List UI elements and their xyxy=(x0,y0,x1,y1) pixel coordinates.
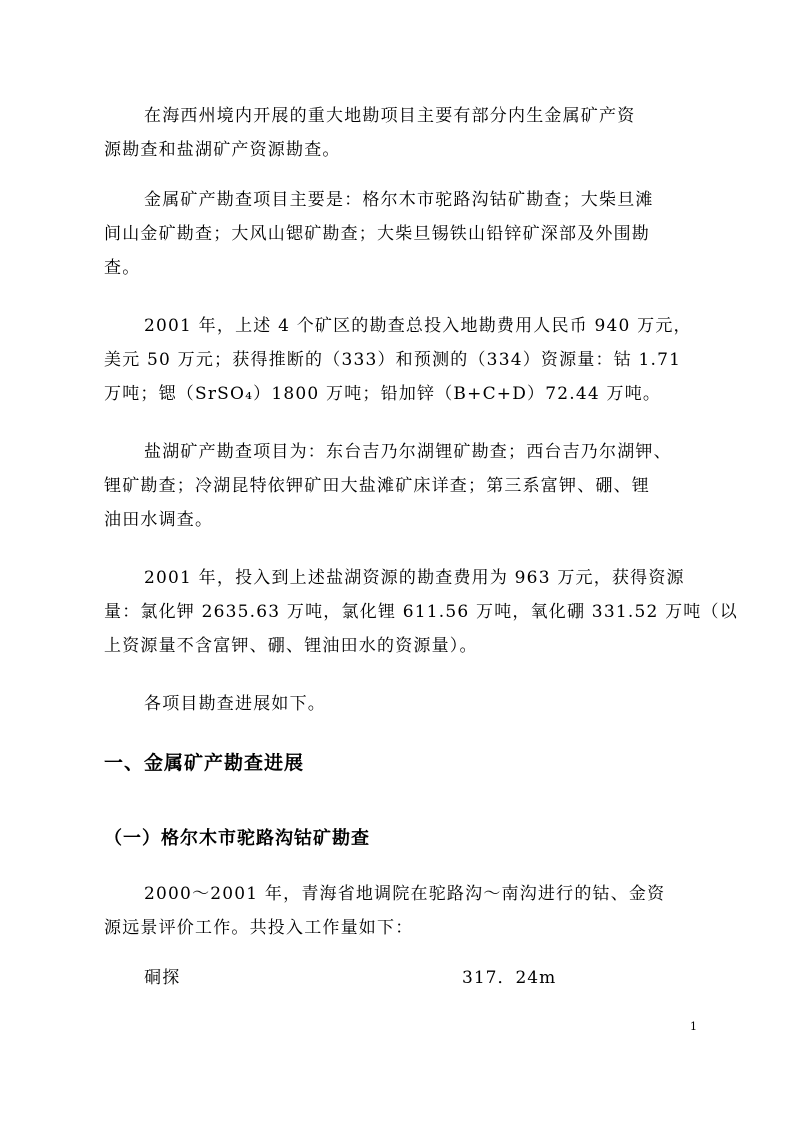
paragraph-line: 查。 xyxy=(104,258,141,278)
subsection-heading: （一）格尔木市驼路沟钴矿勘查 xyxy=(104,828,370,849)
paragraph-line: 在海西州境内开展的重大地勘项目主要有部分内生金属矿产资 xyxy=(144,106,636,126)
paragraph-line: 油田水调查。 xyxy=(104,510,214,530)
paragraph-progress-intro xyxy=(104,687,698,721)
paragraph-line: 2001 年，投入到上述盐湖资源的勘查费用为 963 万元，获得资源 xyxy=(144,568,685,588)
paragraph-salt-lake-investment xyxy=(104,561,738,663)
paragraph-line: 锂矿勘查；冷湖昆特依钾矿田大盐滩矿床详查；第三系富钾、硼、锂 xyxy=(104,476,650,496)
paragraph-cobalt-evaluation xyxy=(104,877,698,945)
paragraph-line: 盐湖矿产勘查项目为：东台吉乃尔湖锂矿勘查；西台吉乃尔湖钾、 xyxy=(144,442,672,462)
paragraph-line: 源远景评价工作。共投入工作量如下： xyxy=(104,918,414,938)
workload-label: 硐探 xyxy=(144,968,181,988)
workload-value: 317．24m xyxy=(462,968,557,988)
paragraph-metal-projects xyxy=(104,183,698,285)
paragraph-line: 万吨；锶（SrSO₄）1800 万吨；铅加锌（B+C+D）72.44 万吨。 xyxy=(104,384,662,404)
paragraph-metal-investment xyxy=(104,309,698,411)
section-heading: 一、金属矿产勘查进展 xyxy=(104,752,305,774)
workload-row xyxy=(144,961,704,995)
paragraph-line: 各项目勘查进展如下。 xyxy=(144,694,326,714)
paragraph-intro xyxy=(104,99,698,167)
paragraph-line: 间山金矿勘查；大风山锶矿勘查；大柴旦锡铁山铅锌矿深部及外围勘 xyxy=(104,224,650,244)
paragraph-line: 量：氯化钾 2635.63 万吨，氯化锂 611.56 万吨，氧化硼 331.52 万吨（以 xyxy=(104,602,738,622)
paragraph-line: 源勘查和盐湖矿产资源勘查。 xyxy=(104,140,341,160)
paragraph-line: 美元 50 万元；获得推断的（333）和预测的（334）资源量：钴 1.71 xyxy=(104,350,682,370)
page-number: 1 xyxy=(690,1020,697,1033)
paragraph-line: 2000～2001 年，青海省地调院在驼路沟～南沟进行的钴、金资 xyxy=(144,884,666,904)
paragraph-salt-lake-projects xyxy=(104,435,698,537)
paragraph-line: 金属矿产勘查项目主要是：格尔木市驼路沟钴矿勘查；大柴旦滩 xyxy=(144,190,654,210)
paragraph-line: 上资源量不含富钾、硼、锂油田水的资源量）。 xyxy=(104,636,478,656)
paragraph-line: 2001 年，上述 4 个矿区的勘查总投入地勘费用人民币 940 万元， xyxy=(144,316,692,336)
